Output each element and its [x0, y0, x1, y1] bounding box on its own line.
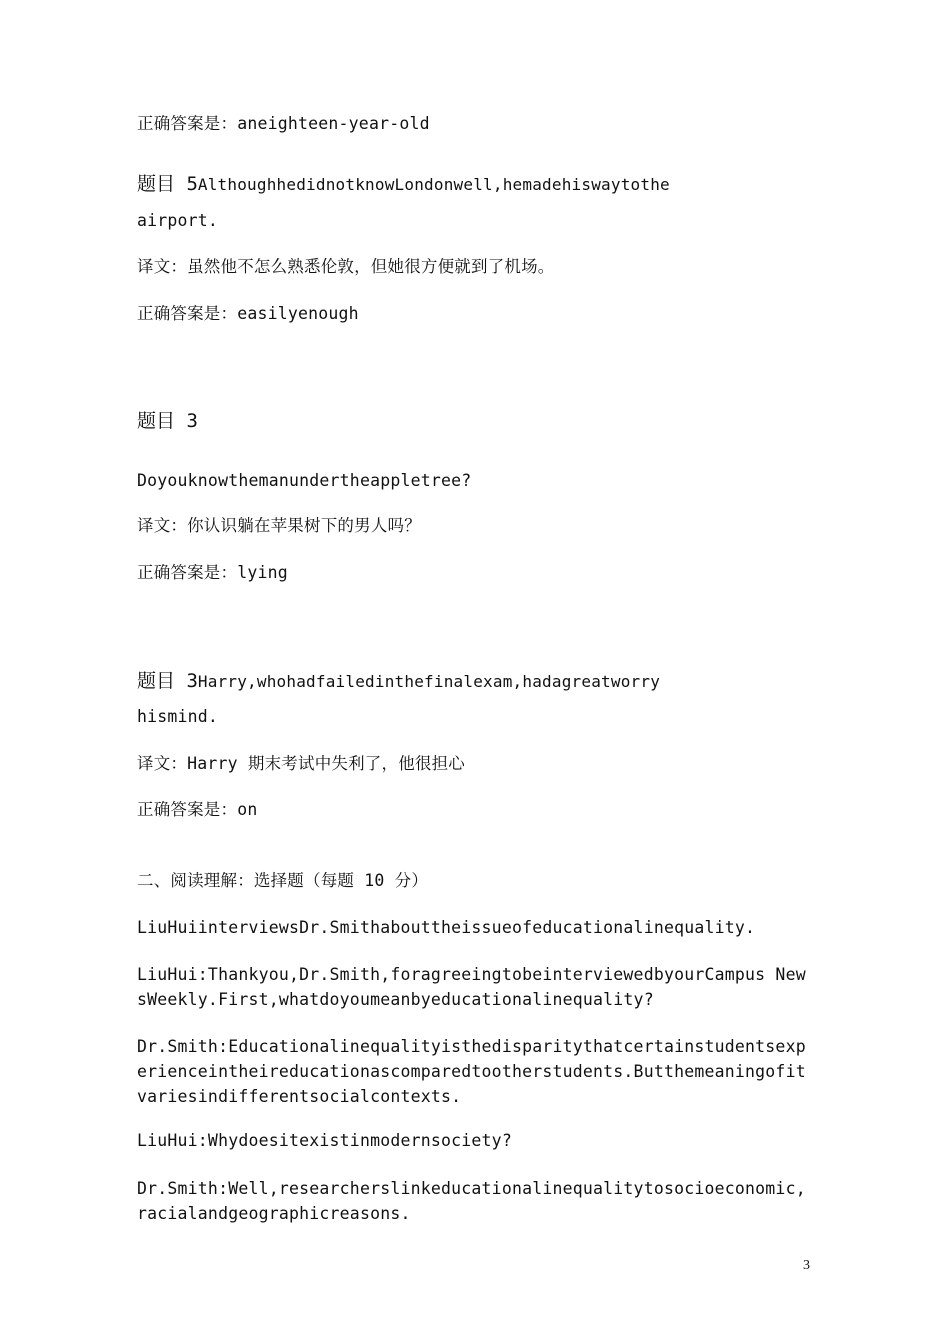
- question-3b-heading: [137, 669, 660, 694]
- question-3a-translation: 译文：你认识躺在苹果树下的男人吗？: [137, 516, 421, 535]
- question-3b-label: 题目 3: [137, 670, 198, 692]
- question-3b-text: Harry,whohadfailedinthefinalexam,hadagreatworry: [197, 672, 661, 691]
- question-3b-answer: 正确答案是：on: [137, 800, 258, 819]
- question-3-heading-a: 题目 3: [137, 410, 198, 432]
- question-5-text-cont: airport.: [137, 211, 219, 230]
- question-5-heading: [137, 172, 670, 197]
- question-5-label: 题目 5: [137, 173, 198, 195]
- reading-paragraph-1: LiuHui:Thankyou,Dr.Smith,foragreeingtobeinterviewedbyourCampus NewsWeekly.First,whatdoyoumeanbyeducationalinequality?: [137, 965, 806, 1009]
- reading-paragraph-4: Dr.Smith:Well,researcherslinkeducationalinequalitytosocioeconomic,racialandgeographicreasons.: [137, 1179, 806, 1223]
- answer-line-q4: 正确答案是：aneighteen-year-old: [137, 114, 430, 133]
- reading-paragraph-2: Dr.Smith:Educationalinequalityisthedisparitythatcertainstudentsexperienceintheireducationascomparedtootherstudents.Butthemeaningofitvariesindifferentsocialcontexts.: [137, 1037, 806, 1106]
- reading-paragraph-3: LiuHui:Whydoesitexistinmodernsociety?: [137, 1131, 512, 1150]
- question-3b-text-cont: hismind.: [137, 707, 219, 726]
- question-5-answer: 正确答案是：easilyenough: [137, 304, 359, 323]
- question-5-text: AlthoughhedidnotknowLondonwell,hemadehiswaytothe: [197, 175, 670, 194]
- question-3b-translation: 译文：Harry 期末考试中失利了，他很担心: [137, 754, 466, 773]
- question-3a-text: Doyouknowthemanundertheappletree?: [137, 471, 472, 490]
- reading-intro: LiuHuiinterviewsDr.Smithabouttheissueofeducationalinequality.: [137, 918, 756, 937]
- section-heading-reading: 二、阅读理解：选择题（每题 10 分）: [137, 871, 429, 890]
- question-3a-answer: 正确答案是：lying: [137, 563, 288, 582]
- question-5-translation: 译文：虽然他不怎么熟悉伦敦，但她很方便就到了机场。: [137, 257, 555, 276]
- page-number: 3: [803, 1258, 810, 1273]
